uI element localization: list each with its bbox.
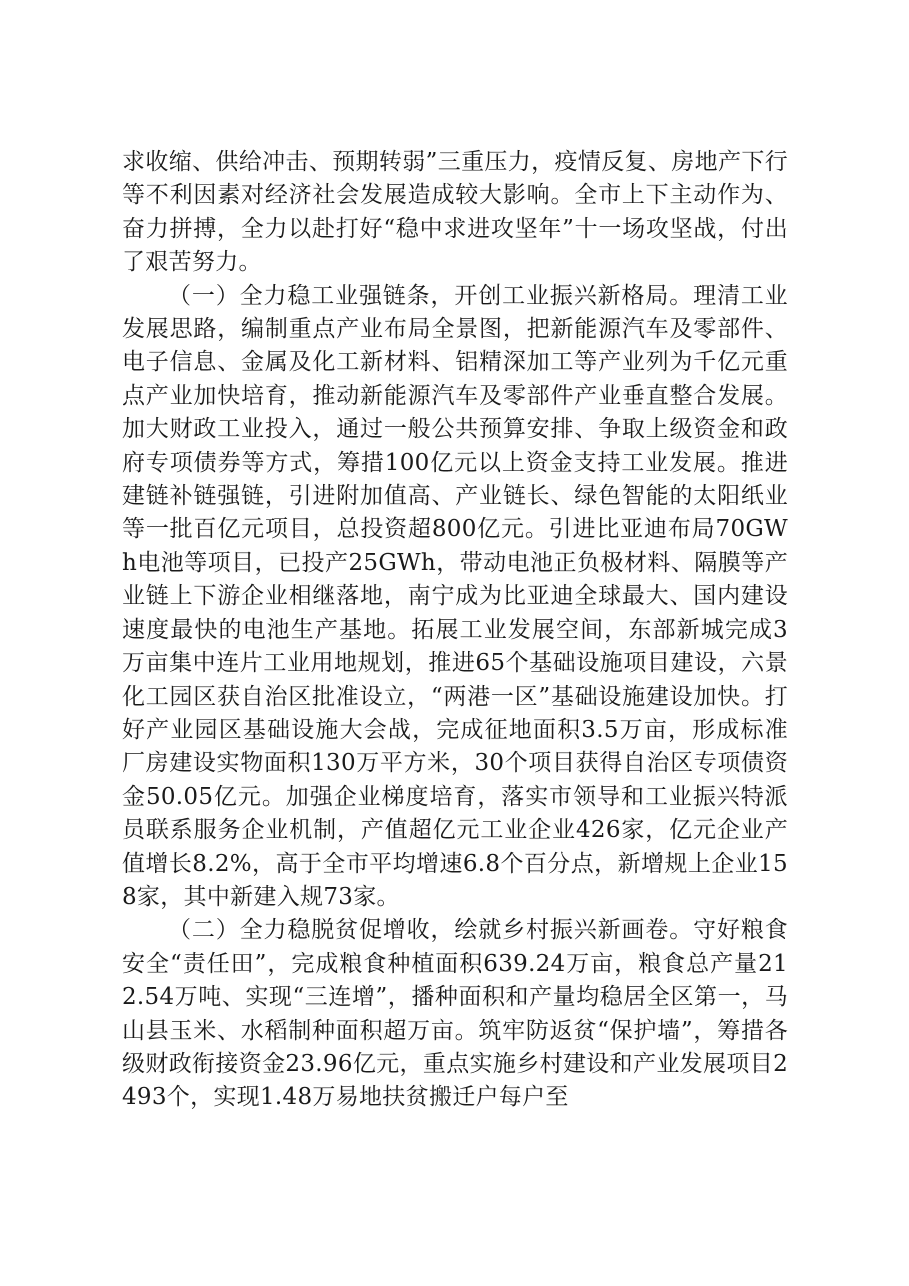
paragraph-continuation: 求收缩、供给冲击、预期转弱”三重压力，疫情反复、房地产下行等不利因素对经济社会发展造成较大影响。全市上下主动作为、奋力拼搏，全力以赴打好“稳中求进攻坚年”十一场攻坚战，付出了艰苦努力。	[122, 149, 788, 276]
paragraph-rural: （二）全力稳脱贫促增收，绘就乡村振兴新画卷。守好粮食安全“责任田”，完成粮食种植面积639.24万亩，粮食总产量212.54万吨、实现“三连增”，播种面积和产量均稳居全区第一，马山县玉米、水稻制种面积超万亩。筑牢防返贫“保护墙”，筹措各级财政衔接资金23.96亿元，重点实施乡村建设和产业发展项目2493个，实现1.48万易地扶贫搬迁户每户至	[122, 917, 788, 1111]
paragraph-industry: （一）全力稳工业强链条，开创工业振兴新格局。理清工业发展思路，编制重点产业布局全景图，把新能源汽车及零部件、电子信息、金属及化工新材料、铝精深加工等产业列为千亿元重点产业加快培育，推动新能源汽车及零部件产业垂直整合发展。加大财政工业投入，通过一般公共预算安排、争取上级资金和政府专项债券等方式，筹措100亿元以上资金支持工业发展。推进建链补链强链，引进附加值高、产业链长、绿色智能的太阳纸业等一批百亿元项目，总投资超800亿元。引进比亚迪布局70GWh电池等项目，已投产25GWh，带动电池正负极材料、隔膜等产业链上下游企业相继落地，南宁成为比亚迪全球最大、国内建设速度最快的电池生产基地。拓展工业发展空间，东部新城完成3万亩集中连片工业用地规划，推进65个基础设施项目建设，六景化工园区获自治区批准设立，“两港一区”基础设施建设加快。打好产业园区基础设施大会战，完成征地面积3.5万亩，形成标准厂房建设实物面积130万平方米，30个项目获得自治区专项债资金50.05亿元。加强企业梯度培育，落实市领导和工业振兴特派员联系服务企业机制，产值超亿元工业企业426家，亿元企业产值增长8.2%，高于全市平均增速6.8个百分点，新增规上企业158家，其中新建入规73家。	[122, 282, 788, 910]
document-body	[122, 146, 788, 1115]
